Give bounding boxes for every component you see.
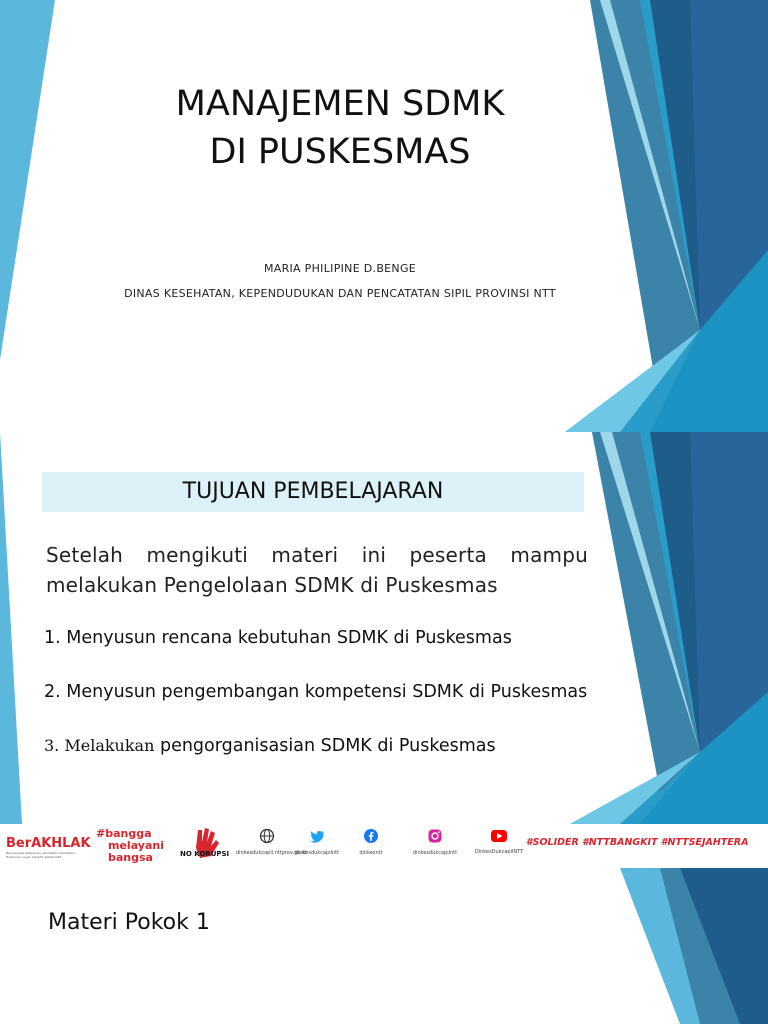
berakhlak-tagline: Berorientasi Pelayanan, Akuntabel, Kompeten, Harmonis, Loyal, Adaptif, Kolaboratif bbox=[6, 851, 76, 859]
bangsa-text: bangsa bbox=[108, 851, 153, 864]
website-caption: dinkesdukcapil.nttprov.go.id bbox=[236, 850, 307, 856]
facebook-caption: dinkesntt bbox=[359, 850, 383, 856]
slide2-decoration bbox=[0, 432, 768, 1024]
intro-line-1: Setelah mengikuti materi ini peserta mampu bbox=[46, 543, 588, 567]
bangga-text: #bangga bbox=[96, 827, 152, 840]
red-hand-icon bbox=[180, 824, 226, 864]
social-instagram[interactable] bbox=[404, 828, 466, 856]
youtube-icon bbox=[490, 829, 508, 843]
instagram-caption: dinkesdukcapilntt bbox=[412, 850, 458, 856]
slide1-decoration bbox=[0, 0, 768, 432]
berakhlak-logo bbox=[6, 824, 91, 868]
objectives-slide bbox=[0, 432, 768, 1024]
objectives-heading-box bbox=[42, 472, 584, 512]
author-name: MARIA PHILIPINE D.BENGE bbox=[263, 262, 417, 275]
twitter-icon bbox=[309, 828, 325, 844]
hashtags-text: #SOLIDER #NTTBANGKIT #NTTSEJAHTERA bbox=[526, 837, 749, 848]
globe-icon bbox=[259, 828, 275, 844]
objectives-heading: TUJUAN PEMBELAJARAN bbox=[182, 479, 444, 504]
objective-item-2: 2. Menyusun pengembangan kompetensi SDMK di Puskesmas bbox=[44, 682, 588, 702]
instagram-icon bbox=[427, 828, 443, 844]
facebook-icon bbox=[363, 828, 379, 844]
objective-item-3 bbox=[44, 736, 496, 756]
intro-text bbox=[46, 540, 588, 600]
hashtag-strip bbox=[526, 824, 768, 868]
social-youtube[interactable] bbox=[468, 828, 530, 855]
affiliation: DINAS KESEHATAN, KEPENDUDUKAN DAN PENCATATAN SIPIL PROVINSI NTT bbox=[124, 287, 556, 300]
bangga-melayani-logo bbox=[96, 824, 176, 868]
footer-banner bbox=[0, 824, 768, 868]
title-line-1: MANAJEMEN SDMK bbox=[175, 84, 505, 124]
objective-item-1: 1. Menyusun rencana kebutuhan SDMK di Puskesmas bbox=[44, 628, 512, 648]
berakhlak-text: BerAKHLAK bbox=[6, 836, 91, 851]
no-korupsi-text: NO KORUPSI bbox=[180, 850, 230, 858]
objective-item-3-rest: pengorganisasian SDMK di Puskesmas bbox=[154, 736, 496, 756]
materi-pokok-label: Materi Pokok 1 bbox=[48, 910, 210, 935]
no-korupsi-logo bbox=[180, 824, 230, 868]
melayani-text: melayani bbox=[108, 839, 164, 852]
objective-item-3-prefix: 3. Melakukan bbox=[44, 736, 155, 755]
intro-line-2: melakukan Pengelolaan SDMK di Puskesmas bbox=[46, 573, 498, 597]
title-slide bbox=[0, 0, 768, 432]
social-twitter[interactable] bbox=[286, 828, 348, 856]
twitter-caption: dinkesdukcapilntt bbox=[294, 850, 340, 856]
title-line-2: DI PUSKESMAS bbox=[209, 132, 471, 172]
youtube-caption: DinkesDukcapilNTT bbox=[474, 849, 524, 855]
social-facebook[interactable] bbox=[340, 828, 402, 856]
